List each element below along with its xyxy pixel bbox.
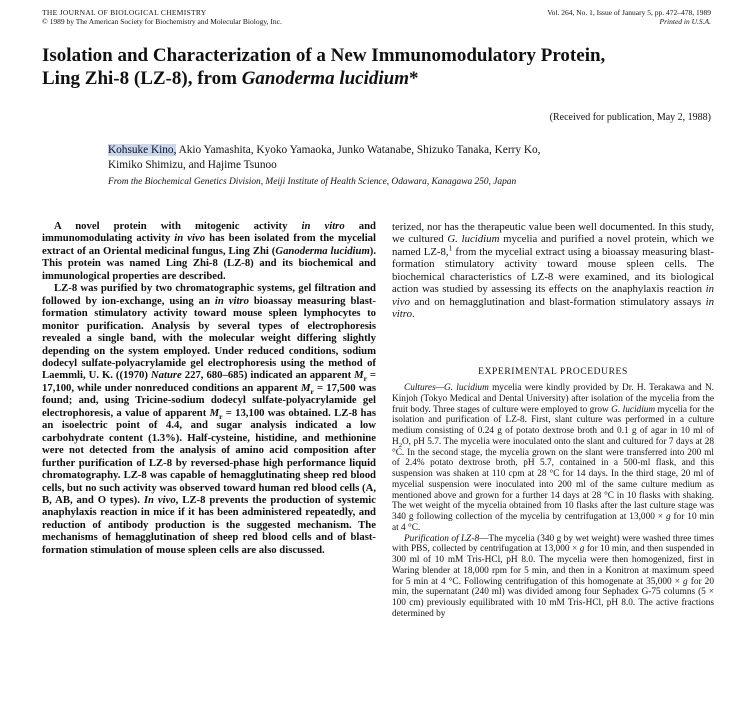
received-date: (Received for publication, May 2, 1988) [549, 112, 711, 123]
text-run: r [219, 411, 223, 421]
text-run: Purification of LZ-8 [404, 533, 480, 544]
volume-issue: Vol. 264, No. 1, Issue of January 5, pp. 472–478, 1989 [547, 8, 711, 17]
authors-continued: Akio Yamashita, Kyoko Yamaoka, Junko Watanabe, Shizuko Tanaka, Kerry Ko, [176, 144, 541, 156]
copyright-notice: © 1989 by The American Society for Biochemistry and Molecular Biology, Inc. [42, 17, 282, 26]
selected-author-name[interactable]: Kohsuke Kino, [108, 144, 177, 156]
methods-paragraph-cultures [392, 383, 714, 534]
text-run: G. lucidium [447, 233, 500, 246]
text-run: bioassay measuring blast-formation stimulatory activity toward mouse spleen lymphocytes to monitor purification. Analysis by several types of electrophoresis revealed a single band, with the molecular weight differing slightly depending on the system employed. Under reduced conditions, sodium dodecyl sulfate-polyacrylamide gel electrophoresis using the method of Laemmli, U. K. ((1970) [42, 294, 376, 382]
intro-paragraph [392, 221, 714, 321]
title-line-2 [42, 67, 732, 90]
article-title [42, 44, 732, 90]
text-run: mycelia for the isolation and purification of LZ-8. First, slant culture was performed in a culture medium consisting of 0.24 g of potato dextrose broth and 0.1 g of agar in 10 ml of H [392, 404, 714, 447]
text-run: mycelia and purified a novel protein, which we named LZ-8, [392, 233, 714, 258]
text-run: r [310, 387, 314, 397]
authors-line-1 [108, 143, 708, 158]
printed-in: Printed in U.S.A. [659, 17, 711, 26]
text-run: Ganoderma lucidium [275, 244, 370, 257]
title-line-1: Isolation and Characterization of a New Immunomodulatory Protein, [42, 45, 606, 66]
title-footnote-mark: * [409, 68, 419, 89]
text-run: . [412, 308, 415, 321]
text-run: M [354, 369, 364, 382]
journal-name: THE JOURNAL OF BIOLOGICAL CHEMISTRY [42, 8, 207, 17]
running-header-left [42, 8, 282, 26]
text-run: and immunomodulating activity [42, 220, 376, 245]
text-run: ). This protein was named Ling Zhi-8 (LZ-8) and its biochemical and immunological properties are described. [42, 244, 376, 282]
text-run: 227, 680–685) indicated an apparent [181, 369, 355, 382]
text-run: = 17,100, while under nonreduced conditions an apparent [42, 369, 376, 394]
text-run: g [683, 576, 688, 587]
affiliation: From the Biochemical Genetics Division, Meiji Institute of Health Science, Odawara, Kanagawa 250, Japan [108, 177, 517, 187]
text-run: A novel protein with mitogenic activity [54, 220, 302, 232]
text-run: and on hemagglutination and blast-formation stimulatory assays [409, 295, 706, 308]
text-run: = 13,100 was obtained. LZ-8 has an isoelectric point of 4.4, and sugar analysis indicated a low carbohydrate content (1.3%). Half-cysteine, histidine, and methionine were not detected from the analysis of amino acid composition after further purification of LZ-8 by reversed-phase high performance liquid chromatography. LZ-8 was capable of hemagglutinating sheep red blood cells, but no such activity was observed toward human red blood cells (A, B, AB, and O types). [42, 406, 376, 506]
authors-line-2: Kimiko Shimizu, and Hajime Tsunoo [108, 159, 277, 171]
text-run: from the mycelial extract using a bioassay measuring blast-formation stimulatory activity toward mouse spleen cells. The biochemical characteristics of LZ-8 were examined, and its biological action was studied by assessing its effects on the anaphylaxis reaction [392, 245, 714, 296]
text-run: LZ-8 was purified by two chromatographic systems, gel filtration and followed by ion-exchange, using an [42, 282, 376, 307]
text-run: , LZ-8 prevents the production of systemic anaphylaxis reaction in mice if it has been administered repeatedly, and reduction of antibody production is the suggested mechanism. The mechanisms of hemagglutination of sheep red blood cells and of blast-formation stimulation of mouse spleen cells are also discussed. [42, 493, 376, 556]
text-run: 1 [448, 243, 453, 253]
text-run: in vivo [174, 232, 206, 245]
text-run: In vivo [143, 493, 176, 506]
text-run: Nature [150, 369, 182, 382]
text-run: in vitro [392, 295, 714, 321]
text-run: in vitro [214, 294, 249, 307]
section-heading: EXPERIMENTAL PROCEDURES [478, 367, 628, 377]
methods-paragraph-purification [392, 534, 714, 620]
text-run: mycelia were kindly provided by Dr. H. Terakawa and N. Kinjoh (Tokyo Medical and Dental University) after isolation of the mycelia from the fruit body. Three stages of culture were employed to grow [392, 383, 714, 415]
text-run: g [579, 544, 585, 555]
experimental-procedures [392, 383, 714, 620]
text-run: terized, nor has the therapeutic value been well documented. In this study, we cultured [392, 221, 714, 246]
author-list [108, 143, 708, 173]
text-run: 2 [398, 441, 402, 449]
text-run: has been isolated from the mycelial extract of an Oriental medicinal fungus, Ling Zhi ( [42, 232, 376, 257]
text-run: for 10 min at 4 °C. [392, 512, 714, 533]
text-run: —The mycelia (340 g by wet weight) were washed three times with PBS, collected by centrifugation at 13,000 × [392, 533, 714, 555]
text-run: O, pH 5.7. The mycelia were inoculated onto the slant and cultured for 7 days at 28 °C. In the second stage, the mycelia grown on the slant were transferred into 200 ml of 2.4% potato dextrose broth, pH 5.7, contained in a 500-ml flask, and this suspension was shaken at 110 cpm at 28 °C for 14 days. In the third stage, 20 ml of mycelial suspension were inoculated into 200 ml of the same culture medium as mentioned above and grown for a further 14 days at 28 °C in 10 flasks with shaking. The wet weight of the mycelia obtained from 10 flasks after the last culture stage was 340 g following collection of the mycelia by centrifugation at 13,000 × [392, 436, 714, 522]
abstract-paragraph-1 [42, 220, 376, 282]
text-run: = 17,500 was found; and, using Tricine-sodium dodecyl sulfate-polyacrylamide gel electrophoresis, a value of apparent [42, 381, 376, 419]
text-run: g [665, 512, 671, 522]
text-run: for 10 min, and then suspended in 300 ml of 10 mM Tris-HCl, pH 8.0. The mycelia were then homogenized, first in Waring blender at 18,000 rpm for 5 min, and then in a Konitron at maximum speed for 5 min at 4 °C. Following centrifugation of this homogenate at 35,000 × [392, 544, 714, 587]
text-run: G. lucidium [611, 404, 656, 415]
abstract-paragraph-2 [42, 282, 376, 556]
title-text: Ling Zhi-8 (LZ-8), from [42, 68, 242, 89]
text-run: r [363, 374, 367, 384]
running-header-right [547, 8, 711, 26]
text-run: M [301, 381, 311, 394]
text-run: Cultures—G. lucidium [404, 383, 489, 393]
text-run: M [209, 406, 220, 419]
abstract [42, 220, 376, 556]
title-species: Ganoderma lucidium [241, 68, 410, 89]
introduction-text [392, 221, 714, 321]
text-run: in vitro [301, 220, 345, 232]
text-run: in vivo [392, 283, 714, 308]
text-run: for 20 min, the supernatant (240 ml) was divided among four Sephadex G-75 columns (5 × 100 cm) previously equilibrated with 10 mM Tris-HCl, pH 8.0. The active fractions determined by [392, 576, 714, 619]
